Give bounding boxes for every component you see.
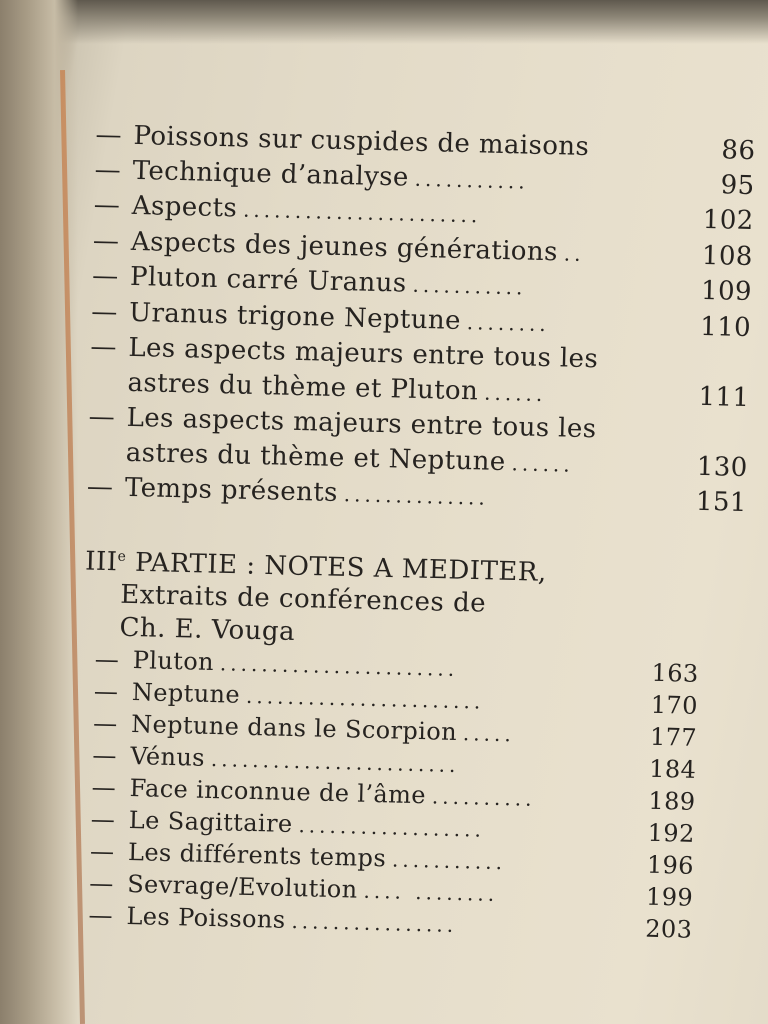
toc-entry-title: Les différents temps <box>127 838 387 873</box>
section-part-three <box>83 539 745 660</box>
toc-leader-dots: ........ <box>466 309 550 336</box>
toc-dash: — <box>90 331 118 363</box>
toc-entry-title: Temps présents <box>124 472 339 509</box>
toc-leader-dots: ........... <box>414 166 529 194</box>
toc-dash: — <box>90 805 116 834</box>
toc-leader-dots: ...... <box>511 450 574 477</box>
toc-entry-title-continued: astres du thème et Pluton <box>127 367 479 406</box>
toc-dash: — <box>95 119 123 151</box>
toc-entry-title: Pluton <box>132 646 215 677</box>
table-of-contents-page <box>76 118 756 948</box>
toc-entry-title: Pluton carré Uranus <box>129 261 407 299</box>
toc-page-number: 203 <box>644 914 693 944</box>
toc-page-number: 110 <box>699 311 752 343</box>
toc-leader-dots: ....................... <box>219 651 459 682</box>
toc-leader-dots: .............. <box>343 482 490 510</box>
toc-page-number: 184 <box>648 754 697 785</box>
toc-entry-title: Uranus trigone Neptune <box>128 297 462 336</box>
toc-leader-dots: ........... <box>412 272 527 300</box>
toc-page-number: 177 <box>649 722 698 753</box>
toc-leader-dots: ................ <box>291 909 458 938</box>
toc-dash: — <box>88 401 116 433</box>
toc-entry-title: Neptune dans le Scorpion <box>130 710 458 747</box>
toc-dash: — <box>89 837 115 866</box>
toc-page-number: 199 <box>645 882 694 912</box>
toc-entry-title: Le Sagittaire <box>128 806 293 839</box>
toc-entry-title: Sevrage/Evolution <box>126 870 358 904</box>
book-top-edge <box>0 0 768 44</box>
toc-page-number: 86 <box>721 135 756 167</box>
toc-dash: — <box>92 709 118 738</box>
toc-page-number: 189 <box>648 786 696 817</box>
toc-entry-title: Les Poissons <box>126 902 286 935</box>
toc-leader-dots: ...... <box>483 380 547 406</box>
section-author: Ch. E. Vouga <box>119 612 296 648</box>
toc-page-number: 196 <box>646 850 695 880</box>
toc-dash: — <box>93 189 121 221</box>
toc-dash: — <box>94 645 120 674</box>
toc-entry-title: Les aspects majeurs entre tous les <box>128 332 599 375</box>
toc-entry-title: Aspects des jeunes générations <box>130 226 559 267</box>
toc-dash: — <box>94 154 122 186</box>
toc-leader-dots: ........... <box>391 847 507 875</box>
toc-page-number: 95 <box>720 169 755 201</box>
toc-page-number: 109 <box>700 275 753 308</box>
toc-page-number: 102 <box>702 204 755 237</box>
toc-dash: — <box>90 296 119 328</box>
toc-page-number: 111 <box>698 381 750 413</box>
toc-leader-dots: ........................ <box>210 747 460 778</box>
toc-leader-dots: ....................... <box>242 197 482 228</box>
toc-page-number: 108 <box>701 240 754 272</box>
toc-dash: — <box>93 677 119 706</box>
section-numeral-suffix: e <box>117 548 127 565</box>
section-title: PARTIE : NOTES A MEDITER, <box>125 547 548 588</box>
toc-leader-dots <box>595 155 685 157</box>
toc-entry-title: Vénus <box>130 742 206 773</box>
toc-dash: — <box>92 225 120 257</box>
section-subtitle: Extraits de conférences de <box>119 579 487 619</box>
toc-page-number: 170 <box>650 690 699 721</box>
toc-entry-title: Neptune <box>131 678 241 709</box>
toc-top-group <box>87 118 756 522</box>
toc-leader-dots: .......... <box>431 784 536 812</box>
toc-dash: — <box>88 869 115 898</box>
toc-entry-title: Poissons sur cuspides de maisons <box>133 120 590 163</box>
toc-leader-dots: .. <box>563 240 585 266</box>
toc-dash: — <box>88 901 114 930</box>
toc-leader-dots: .................. <box>298 813 486 842</box>
toc-dash: — <box>91 260 119 292</box>
toc-entry-title: Les aspects majeurs entre tous les <box>126 402 597 445</box>
toc-entry-title: Face inconnue de l’âme <box>129 774 427 810</box>
toc-entry-title: Technique d’analyse <box>132 155 410 193</box>
section-entries <box>76 644 699 947</box>
section-numeral: III <box>84 546 118 577</box>
toc-leader-dots: ....................... <box>245 683 485 714</box>
toc-dash: — <box>92 741 118 770</box>
toc-entry-title-continued: astres du thème et Neptune <box>125 437 506 477</box>
toc-page-number: 192 <box>647 818 696 848</box>
toc-leader-dots: .... ........ <box>363 878 499 907</box>
toc-page-number: 163 <box>651 658 699 689</box>
toc-page-number: 151 <box>695 486 748 519</box>
toc-page-number: 130 <box>696 451 749 483</box>
toc-dash: — <box>86 471 114 503</box>
toc-dash: — <box>91 773 117 802</box>
toc-leader-dots: ..... <box>462 721 516 747</box>
toc-entry-title: Aspects <box>131 190 238 224</box>
